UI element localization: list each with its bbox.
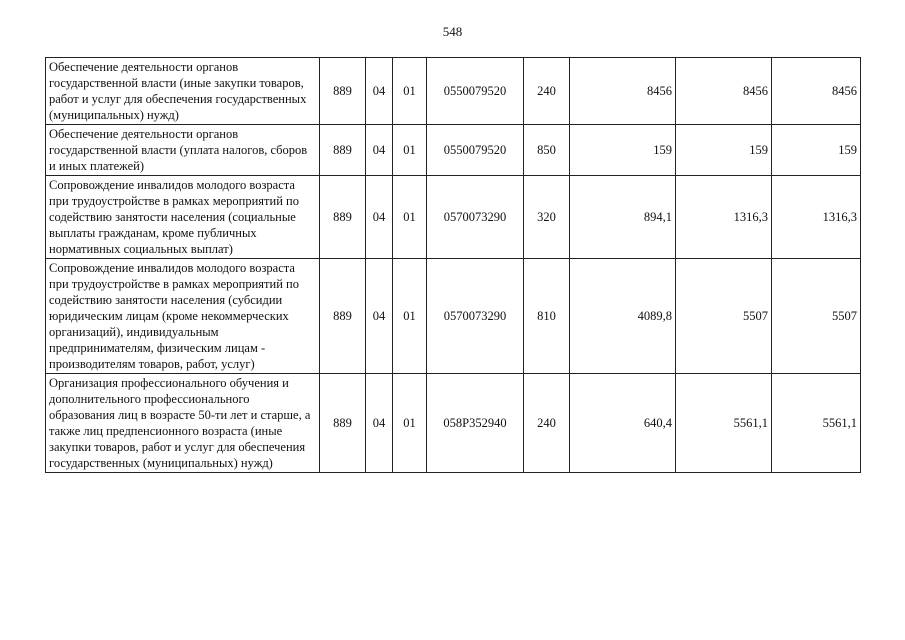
subsection-code: 01 [393,374,427,473]
amount-2: 5507 [676,259,772,374]
amount-1: 8456 [570,58,676,125]
section-code: 04 [366,125,393,176]
table-row [46,176,861,259]
amount-3: 8456 [772,58,861,125]
section-code: 04 [366,374,393,473]
amount-2: 1316,3 [676,176,772,259]
row-description: Сопровождение инвалидов молодого возраста при трудоустройстве в рамках мероприятий по содействию занятости населения (социальные выплаты гражданам, кроме публичных нормативных социальных выплат) [46,176,320,259]
amount-1: 894,1 [570,176,676,259]
expense-type-code: 320 [524,176,570,259]
expense-type-code: 810 [524,259,570,374]
table-row [46,259,861,374]
target-article-code: 0570073290 [427,176,524,259]
amount-2: 159 [676,125,772,176]
budget-table [45,57,861,473]
expense-type-code: 850 [524,125,570,176]
amount-3: 1316,3 [772,176,861,259]
subsection-code: 01 [393,176,427,259]
amount-3: 159 [772,125,861,176]
page-number: 548 [442,24,463,39]
table-row [46,125,861,176]
amount-1: 640,4 [570,374,676,473]
expense-type-code: 240 [524,374,570,473]
ministry-code: 889 [320,176,366,259]
amount-1: 159 [570,125,676,176]
row-description: Обеспечение деятельности органов государственной власти (уплата налогов, сборов и иных платежей) [46,125,320,176]
target-article-code: 0570073290 [427,259,524,374]
expense-type-code: 240 [524,58,570,125]
ministry-code: 889 [320,259,366,374]
amount-3: 5507 [772,259,861,374]
amount-2: 5561,1 [676,374,772,473]
table-row [46,58,861,125]
subsection-code: 01 [393,58,427,125]
target-article-code: 058P352940 [427,374,524,473]
target-article-code: 0550079520 [427,58,524,125]
ministry-code: 889 [320,125,366,176]
table-row [46,374,861,473]
subsection-code: 01 [393,259,427,374]
subsection-code: 01 [393,125,427,176]
amount-2: 8456 [676,58,772,125]
amount-1: 4089,8 [570,259,676,374]
ministry-code: 889 [320,58,366,125]
row-description: Организация профессионального обучения и дополнительного профессионального образования лиц в возрасте 50-ти лет и старше, а также лиц предпенсионного возраста (иные закупки товаров, работ и услуг для обеспечения государственных (муниципальных) нужд) [46,374,320,473]
section-code: 04 [366,259,393,374]
ministry-code: 889 [320,374,366,473]
row-description: Сопровождение инвалидов молодого возраста при трудоустройстве в рамках мероприятий по содействию занятости населения (субсидии юридическим лицам (кроме некоммерческих организаций), индивидуальным предпринимателям, физическим лицам - производителям товаров, работ, услуг) [46,259,320,374]
target-article-code: 0550079520 [427,125,524,176]
amount-3: 5561,1 [772,374,861,473]
row-description: Обеспечение деятельности органов государственной власти (иные закупки товаров, работ и услуг для обеспечения государственных (муниципальных) нужд) [46,58,320,125]
section-code: 04 [366,58,393,125]
section-code: 04 [366,176,393,259]
